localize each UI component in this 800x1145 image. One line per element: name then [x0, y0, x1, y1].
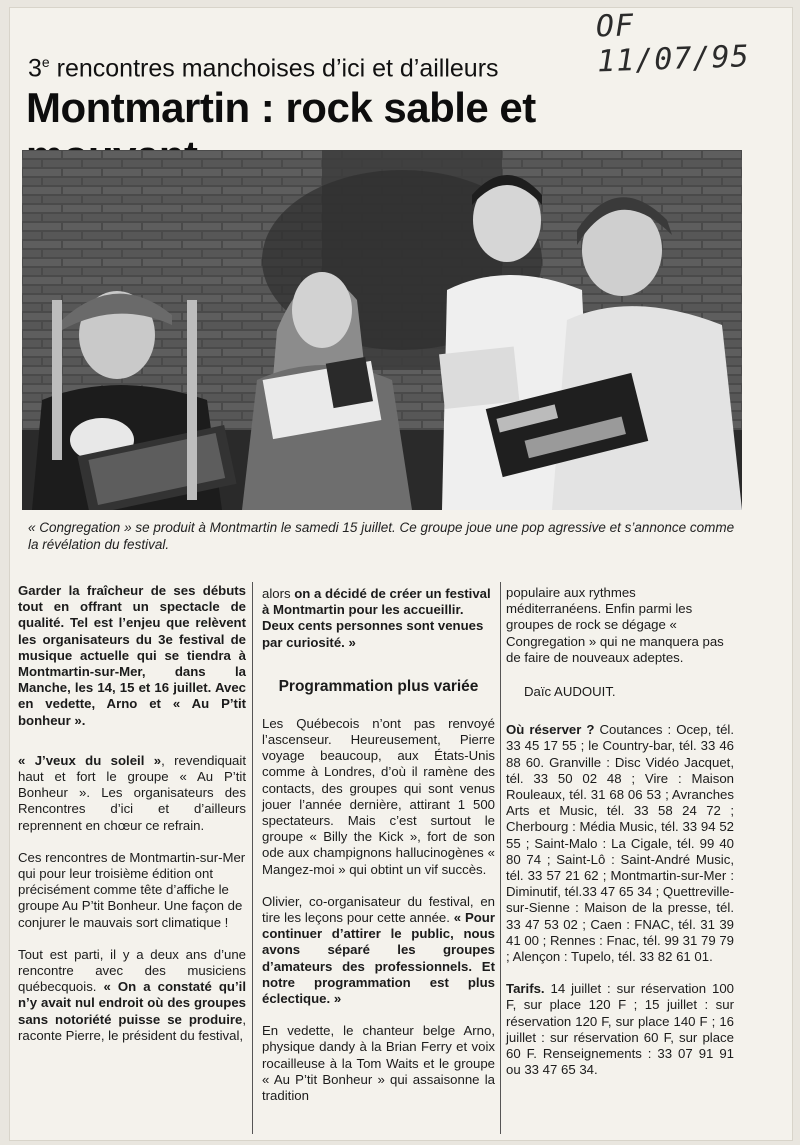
- quote-bold: « On a constaté qu’il n’y avait nul endroit où des groupes sans notoriété puisse se produire: [18, 979, 246, 1027]
- paragraph-text: Olivier, co-organisateur du festival, en tire les leçons pour cette année.: [262, 893, 495, 926]
- column-divider: [500, 582, 501, 1134]
- column-divider: [252, 582, 253, 1134]
- kicker-ordinal-suffix: e: [41, 54, 50, 70]
- article-column-3: [506, 585, 734, 1094]
- paragraph-text: Tout est parti, il y a deux ans d’une rencontre avec des musiciens québecquois.: [18, 946, 246, 995]
- article-column-1: [18, 583, 246, 1060]
- article-headline: Montmartin : rock sable et: [26, 84, 536, 131]
- pricing-info: [506, 981, 734, 1078]
- article-kicker: [28, 54, 588, 83]
- section-subhead: Programmation plus variée: [278, 677, 479, 695]
- reservation-label: Où réserver ?: [506, 722, 595, 738]
- paragraph: populaire aux rythmes méditerranéens. Enfin parmi les groupes de rock se dégage « Congregation » qui ne manquera pas de faire de nouveaux adeptes.: [506, 585, 724, 665]
- kicker-text: rencontres manchoises d’ici et d’ailleurs: [49, 54, 499, 83]
- band-photo: [22, 150, 742, 510]
- paragraph-text: , raconte Pierre, le président du festival,: [18, 1011, 246, 1043]
- paragraph: Les Québecois n’ont pas renvoyé l’ascenseur. Heureusement, Pierre voyage beaucoup, aux États-Unis comme à Londres, d’où il ramène des contacts, des groupes qui sont venus jouer l’année dernière, attirant 1 500 spectateurs. Mais c’est surtout le groupe « Billy the Kick », fort de son ode aux champignons hallucinogènes « Mangez-moi » qui obtint un vif succès.: [262, 715, 495, 877]
- quote-bold: « J’veux du soleil »: [18, 752, 162, 768]
- paragraph: En vedette, le chanteur belge Arno, physique dandy à la Brian Ferry et voix rocailleuse à la Tom Waits et le groupe « Au P’tit Bonheur » qui assaisonne la tradition: [262, 1023, 495, 1104]
- pricing-label: Tarifs.: [506, 981, 545, 997]
- reservation-info: [506, 722, 734, 965]
- handwritten-date-stamp: OF 11/07/95: [595, 8, 751, 80]
- reservation-text: Coutances : Ocep, tél. 33 45 17 55 ; le Country-bar, tél. 33 46 88 60. Granville : Disc Vidéo Jacquet, tél. 33 50 02 48 ; Vire : Maison Rouleaux, tél. 31 68 06 53 ; Avranches Arts et Music, tél. 33 58 24 72 ; Cherbourg : Média Music, tél. 33 94 52 55 ; Saint-Malo : La Cigale, tél. 99 40 80 74 ; Saint-Lô : Saint-André Music, tél. 33 57 21 62 ; Montmartin-sur-Mer : Diminutif, tél.33 47 65 34 ; Quettreville-sur-Sienne : Maison de la presse, tél. 33 47 53 02 ; Caen : FNAC, tél. 31 39 41 00 ; Rennes : Fnac, tél. 99 31 79 79 ; Alençon : Tupelo, tél. 33 82 61 01.: [506, 722, 735, 965]
- paragraph: Ces rencontres de Montmartin-sur-Mer qui pour leur troisième édition ont précisément comme tête d’affiche le groupe Au P’tit Bonheur. Une façon de conjurer le mauvais sort climatique !: [18, 849, 246, 930]
- paragraph: [262, 894, 495, 1007]
- photo-caption: « Congregation » se produit à Montmartin le samedi 15 juillet. Ce groupe joue une pop agressive et s’annonce comme la révélation du festival.: [28, 520, 735, 552]
- paragraph: [18, 753, 246, 834]
- article-column-2: [262, 586, 495, 1120]
- paragraph-text: , revendiquait haut et fort le groupe « Au P’tit Bonheur ». Les organisateurs des Rencontres d’ici et d’ailleurs reprennent en chœur ce refrain.: [18, 752, 246, 833]
- author-signature: Daïc AUDOUIT.: [524, 684, 616, 700]
- quote-bold: « Pour continuer d’attirer le public, nous avons séparé les groupes d’amateurs des professionnels. Et notre programmation est plus éclectique. »: [262, 910, 495, 1007]
- paragraph: [18, 947, 246, 1044]
- quote-bold: on a décidé de créer un festival à Montmartin pour les accueillir. Deux cents personnes sont venues par curiosité. »: [262, 586, 491, 650]
- paragraph-text: alors: [262, 586, 295, 601]
- band-photo-image: [22, 150, 742, 510]
- paragraph: [262, 586, 495, 651]
- pricing-text: 14 juillet : sur réservation 100 F, sur place 120 F ; 15 juillet : sur réservation 120 F, sur place 140 F ; 16 juillet : sur réservation 60 F, sur place 60 F. Renseignements : 33 07 91 91 ou 33 47 65 34.: [506, 981, 734, 1078]
- article-lead: Garder la fraîcheur de ses débuts tout en offrant un spectacle de qualité. Tel est l’enjeu que relèvent les organisateurs du 3e festival de musique actuelle qui se tiendra à Montmartin-sur-Mer, dans la Manche, les 14, 15 et 16 juillet. Avec en vedette, Arno et « Au P’tit bonheur ».: [18, 583, 246, 728]
- kicker-number: 3: [28, 54, 42, 83]
